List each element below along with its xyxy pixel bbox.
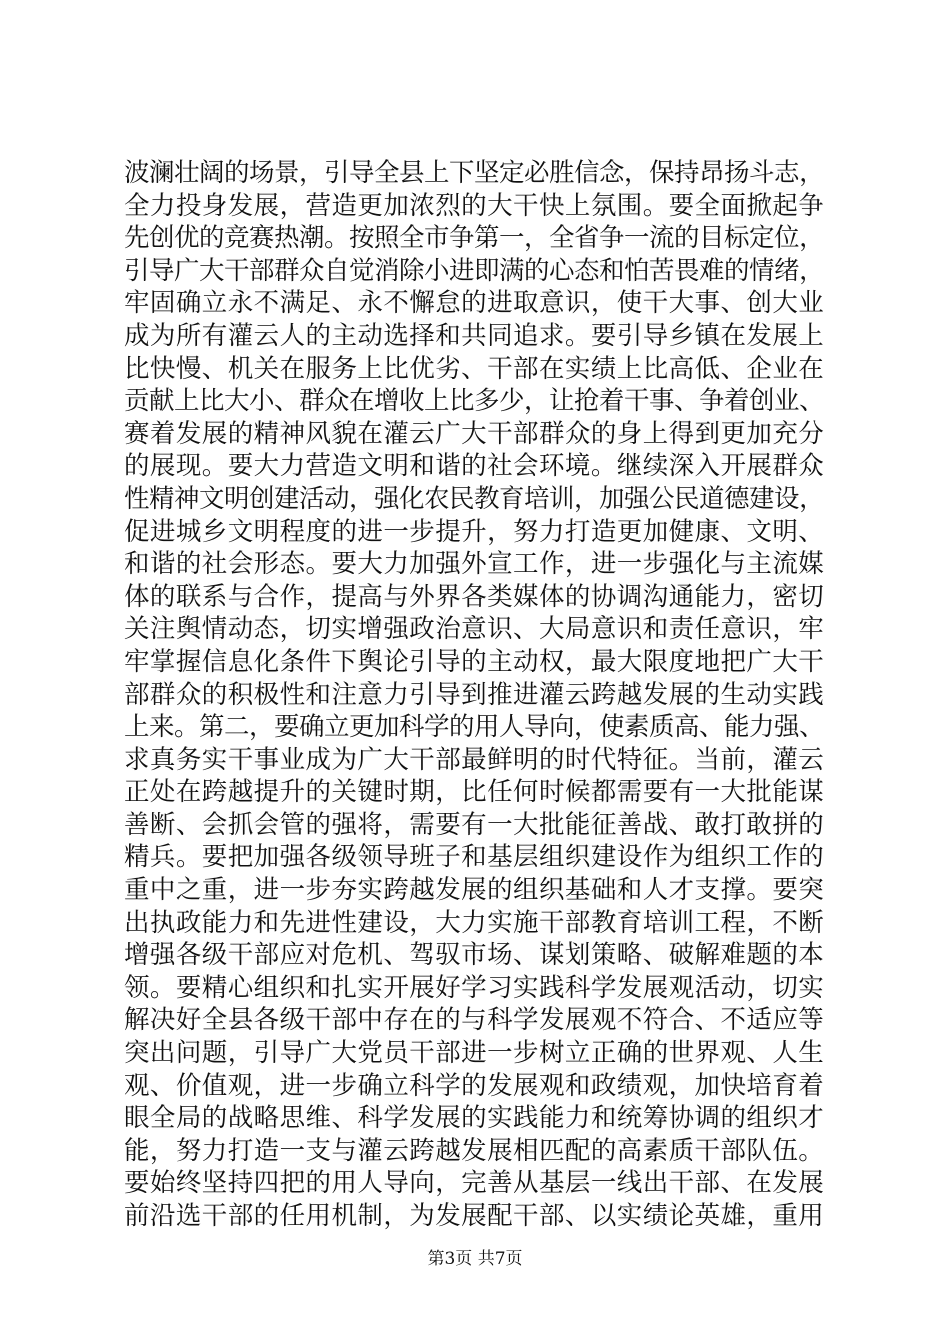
text-line: 观、价值观，进一步确立科学的发展观和政绩观，加快培育着 <box>124 1070 824 1101</box>
body-text <box>124 157 824 1233</box>
text-line: 眼全局的战略思维、科学发展的实践能力和统筹协调的组织才 <box>124 1103 824 1134</box>
text-line: 突出问题，引导广大党员干部进一步树立正确的世界观、人生 <box>124 1038 824 1069</box>
text-line: 能，努力打造一支与灌云跨越发展相匹配的高素质干部队伍。 <box>124 1135 824 1166</box>
text-line: 成为所有灌云人的主动选择和共同追求。要引导乡镇在发展上 <box>124 320 824 351</box>
text-line: 牢固确立永不满足、永不懈怠的进取意识，使干大事、创大业 <box>124 288 824 319</box>
text-line: 精兵。要把加强各级领导班子和基层组织建设作为组织工作的 <box>124 842 824 873</box>
text-line: 求真务实干事业成为广大干部最鲜明的时代特征。当前，灌云 <box>124 744 824 775</box>
text-line: 部群众的积极性和注意力引导到推进灌云跨越发展的生动实践 <box>124 679 824 710</box>
text-line: 增强各级干部应对危机、驾驭市场、谋划策略、破解难题的本 <box>124 940 824 971</box>
text-line: 要始终坚持四把的用人导向，完善从基层一线出干部、在发展 <box>124 1168 824 1199</box>
page-footer: 第3页 共7页 <box>427 1249 523 1269</box>
text-line: 的展现。要大力营造文明和谐的社会环境。继续深入开展群众 <box>124 451 824 482</box>
text-line: 体的联系与合作，提高与外界各类媒体的协调沟通能力，密切 <box>124 581 824 612</box>
text-line: 全力投身发展，营造更加浓烈的大干快上氛围。要全面掀起争 <box>124 190 824 221</box>
text-line: 上来。第二，要确立更加科学的用人导向，使素质高、能力强、 <box>124 712 824 743</box>
text-line: 领。要精心组织和扎实开展好学习实践科学发展观活动，切实 <box>124 972 824 1003</box>
text-line: 善断、会抓会管的强将，需要有一大批能征善战、敢打敢拼的 <box>124 809 824 840</box>
text-line: 贡献上比大小、群众在增收上比多少，让抢着干事、争着创业、 <box>124 386 824 417</box>
text-line: 促进城乡文明程度的进一步提升，努力打造更加健康、文明、 <box>124 516 824 547</box>
text-line: 前沿选干部的任用机制，为发展配干部、以实绩论英雄，重用 <box>124 1201 824 1231</box>
text-line: 关注舆情动态，切实增强政治意识、大局意识和责任意识，牢 <box>124 614 824 645</box>
text-line: 解决好全县各级干部中存在的与科学发展观不符合、不适应等 <box>124 1005 824 1036</box>
text-line: 重中之重，进一步夯实跨越发展的组织基础和人才支撑。要突 <box>124 875 824 906</box>
text-line: 性精神文明创建活动，强化农民教育培训，加强公民道德建设， <box>124 483 824 514</box>
text-line: 出执政能力和先进性建设，大力实施干部教育培训工程，不断 <box>124 907 824 938</box>
text-line: 波澜壮阔的场景，引导全县上下坚定必胜信念，保持昂扬斗志， <box>124 158 824 188</box>
text-line: 比快慢、机关在服务上比优劣、干部在实绩上比高低、企业在 <box>124 353 824 384</box>
text-line: 和谐的社会形态。要大力加强外宣工作，进一步强化与主流媒 <box>124 549 824 580</box>
text-line: 正处在跨越提升的关键时期，比任何时候都需要有一大批能谋 <box>124 777 824 808</box>
text-line: 赛着发展的精神风貌在灌云广大干部群众的身上得到更加充分 <box>124 418 824 449</box>
text-line: 牢掌握信息化条件下舆论引导的主动权，最大限度地把广大干 <box>124 646 824 677</box>
text-line: 先创优的竞赛热潮。按照全市争第一，全省争一流的目标定位， <box>124 223 824 254</box>
text-line: 引导广大干部群众自觉消除小进即满的心态和怕苦畏难的情绪， <box>124 255 824 286</box>
